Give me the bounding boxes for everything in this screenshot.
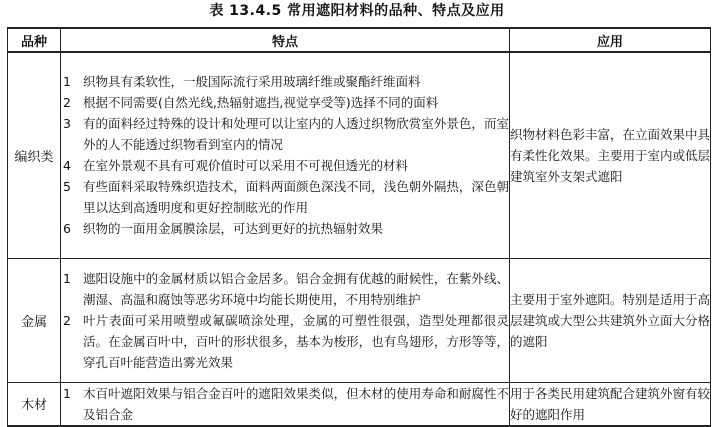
- cell-kind: 金属: [8, 258, 61, 382]
- feature-item: [61, 155, 509, 176]
- cell-kind: 木材: [8, 382, 61, 426]
- header-application: 应用: [510, 28, 711, 52]
- feature-item: [61, 113, 509, 155]
- feature-item: [61, 310, 509, 373]
- header-kind: 品种: [8, 28, 61, 52]
- cell-application: 用于各类民用建筑配合建筑外窗有较好的遮阳作用: [510, 382, 711, 426]
- cell-kind: 编织类: [8, 52, 61, 258]
- feature-item: [61, 92, 509, 113]
- feature-number: 2: [63, 312, 71, 328]
- feature-item: [61, 383, 509, 425]
- feature-text: 织物的一面用金属膜涂层，可达到更好的抗热辐射效果: [83, 221, 384, 237]
- feature-text: 叶片表面可采用喷塑或氟碳喷涂处理，金属的可塑性很强，造型处理都很灵活。在金属百叶中，百叶的形状很多，基本为梭形，也有鸟翅形，方形等等，穿孔百叶能营造出雾光效果: [83, 312, 509, 370]
- feature-text: 有的面料经过特殊的设计和处理可以让室内的人透过织物欣赏室外景色，而室外的人不能透过织物看到室内的情况: [83, 116, 509, 153]
- feature-number: 3: [63, 116, 71, 132]
- table-caption: 表 13.4.5 常用遮阳材料的品种、特点及应用: [209, 3, 505, 19]
- table-row: [8, 52, 711, 258]
- feature-number: 1: [63, 385, 71, 401]
- table-row: [8, 382, 711, 426]
- feature-text: 在室外景观不具有可观价值时可以采用不可视但透光的材料: [83, 158, 409, 174]
- feature-text: 根据不同需要(自然光线,热辐射遮挡,视觉享受等)选择不同的面料: [83, 95, 439, 111]
- header-features: 特点: [61, 28, 510, 52]
- cell-application: 主要用于室外遮阳。特别是适用于高层建筑或大型公共建筑外立面大分格的遮阳: [510, 258, 711, 382]
- cell-application: 织物材料色彩丰富，在立面效果中具有柔性化效果。主要用于室内或低层建筑室外支架式遮阳: [510, 52, 711, 258]
- table-row: [8, 258, 711, 382]
- feature-text: 织物具有柔软性，一般国际流行采用玻璃纤维或聚酯纤维面料: [83, 74, 421, 90]
- feature-number: 1: [63, 270, 71, 286]
- feature-list: [61, 71, 509, 239]
- cell-features: [61, 52, 510, 258]
- feature-number: 5: [63, 179, 71, 195]
- feature-item: [61, 176, 509, 218]
- cell-features: [61, 382, 510, 426]
- table-header-row: [8, 28, 711, 52]
- feature-text: 木百叶遮阳效果与铝合金百叶的遮阳效果类似，但木材的使用寿命和耐腐性不及铝合金: [83, 385, 509, 422]
- cell-features: [61, 258, 510, 382]
- feature-number: 6: [63, 221, 71, 237]
- feature-item: [61, 268, 509, 310]
- feature-number: 4: [63, 158, 71, 174]
- feature-item: [61, 71, 509, 92]
- table-body: [8, 52, 711, 426]
- feature-item: [61, 218, 509, 239]
- feature-list: [61, 268, 509, 373]
- feature-list: [61, 383, 509, 425]
- feature-number: 2: [63, 95, 71, 111]
- feature-number: 1: [63, 74, 71, 90]
- materials-table: [7, 27, 711, 427]
- feature-text: 遮阳设施中的金属材质以铝合金居多。铝合金拥有优越的耐候性，在紫外线、潮湿、高温和腐蚀等恶劣环境中均能长期使用，不用特别维护: [83, 270, 509, 307]
- feature-text: 有些面料采取特殊织造技术，面料两面颜色深浅不同，浅色朝外隔热，深色朝里以达到高透明度和更好控制眩光的作用: [83, 179, 509, 216]
